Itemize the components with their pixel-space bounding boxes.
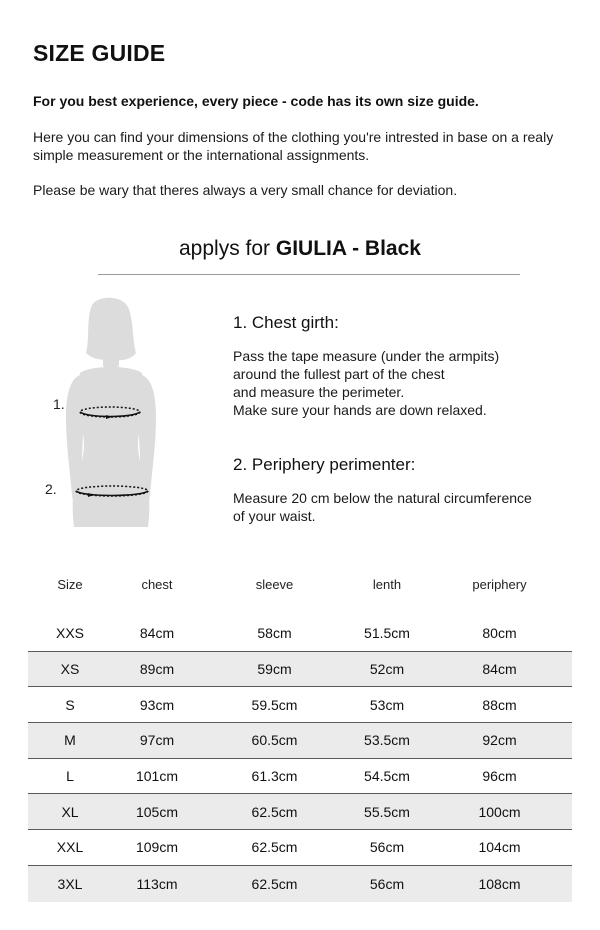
cell-periphery: 88cm — [482, 696, 517, 713]
cell-length: 53.5cm — [364, 732, 410, 749]
cell-sleeve: 59cm — [257, 661, 292, 678]
cell-periphery: 96cm — [482, 768, 517, 785]
cell-sleeve: 60.5cm — [251, 732, 298, 749]
cell-periphery: 108cm — [478, 875, 521, 892]
cell-sleeve: 61.3cm — [251, 768, 298, 785]
cell-size: XL — [61, 803, 79, 820]
page-title: SIZE GUIDE — [33, 40, 166, 66]
cell-periphery: 100cm — [478, 803, 521, 820]
cell-size: M — [64, 732, 76, 749]
column-header-chest: chest — [141, 576, 173, 592]
cell-size: XXL — [56, 839, 84, 856]
table-row — [28, 687, 572, 723]
cell-chest: 105cm — [135, 803, 179, 820]
cell-chest: 101cm — [135, 768, 179, 785]
divider — [98, 274, 520, 275]
cell-sleeve: 62.5cm — [251, 803, 298, 820]
deviation-note: Please be wary that theres always a very small chance for deviation. — [33, 182, 458, 198]
cell-length: 56cm — [369, 875, 405, 892]
product-name: GIULIA - Black — [275, 237, 421, 260]
cell-length: 53cm — [369, 696, 405, 713]
cell-size: 3XL — [57, 875, 83, 892]
cell-length: 54.5cm — [364, 768, 410, 785]
cell-sleeve: 59.5cm — [251, 696, 298, 713]
periphery-heading: 2. Periphery perimenter: — [233, 455, 416, 474]
cell-periphery: 84cm — [482, 661, 517, 678]
product-prefix: applys for — [179, 237, 271, 260]
cell-chest: 109cm — [135, 839, 179, 856]
table-row — [28, 830, 572, 866]
cell-size: S — [65, 696, 75, 713]
cell-size: XS — [60, 661, 80, 678]
table-row — [28, 866, 572, 902]
lead-text: For you best experience, every piece - code has its own size guide. — [33, 93, 479, 109]
cell-periphery: 104cm — [478, 839, 521, 856]
cell-length: 56cm — [369, 839, 405, 856]
cell-chest: 97cm — [139, 732, 175, 749]
chest-marker-label: 1. — [53, 396, 65, 412]
chest-girth-heading: 1. Chest girth: — [233, 313, 339, 332]
cell-length: 55.5cm — [364, 803, 410, 820]
table-row — [28, 616, 572, 652]
column-header-length: lenth — [372, 576, 402, 592]
cell-periphery: 80cm — [482, 625, 517, 642]
table-row — [28, 652, 572, 688]
chest-girth-text: Pass the tape measure (under the armpits) around the fullest part of the chest and measure the perimeter. Make sure your hands are down relaxed. — [233, 348, 500, 418]
table-row — [28, 794, 572, 830]
cell-sleeve: 58cm — [257, 625, 292, 642]
cell-chest: 113cm — [136, 875, 178, 892]
cell-length: 51.5cm — [364, 625, 410, 642]
column-header-size: Size — [57, 576, 83, 592]
cell-sleeve: 62.5cm — [251, 875, 298, 892]
periphery-text: Measure 20 cm below the natural circumference of your waist. — [233, 490, 532, 524]
body-silhouette-icon — [40, 295, 170, 535]
size-table — [28, 566, 572, 902]
product-heading — [0, 237, 600, 261]
column-header-sleeve: sleeve — [255, 576, 294, 592]
cell-chest: 89cm — [139, 661, 175, 678]
cell-sleeve: 62.5cm — [251, 839, 298, 856]
cell-periphery: 92cm — [482, 732, 517, 749]
cell-chest: 84cm — [139, 625, 175, 642]
body-silhouette-figure — [40, 295, 170, 535]
column-header-periphery: periphery — [472, 576, 527, 592]
cell-size: XXS — [55, 625, 84, 642]
cell-length: 52cm — [369, 661, 405, 678]
table-header-row — [28, 566, 572, 602]
intro-paragraph: Here you can find your dimensions of the clothing you're intrested in base on a realy simple measurement or the international assignments. — [33, 129, 554, 163]
cell-chest: 93cm — [139, 696, 175, 713]
table-row — [28, 723, 572, 759]
cell-size: L — [66, 768, 74, 785]
periphery-marker-label: 2. — [45, 481, 57, 497]
table-row — [28, 759, 572, 795]
